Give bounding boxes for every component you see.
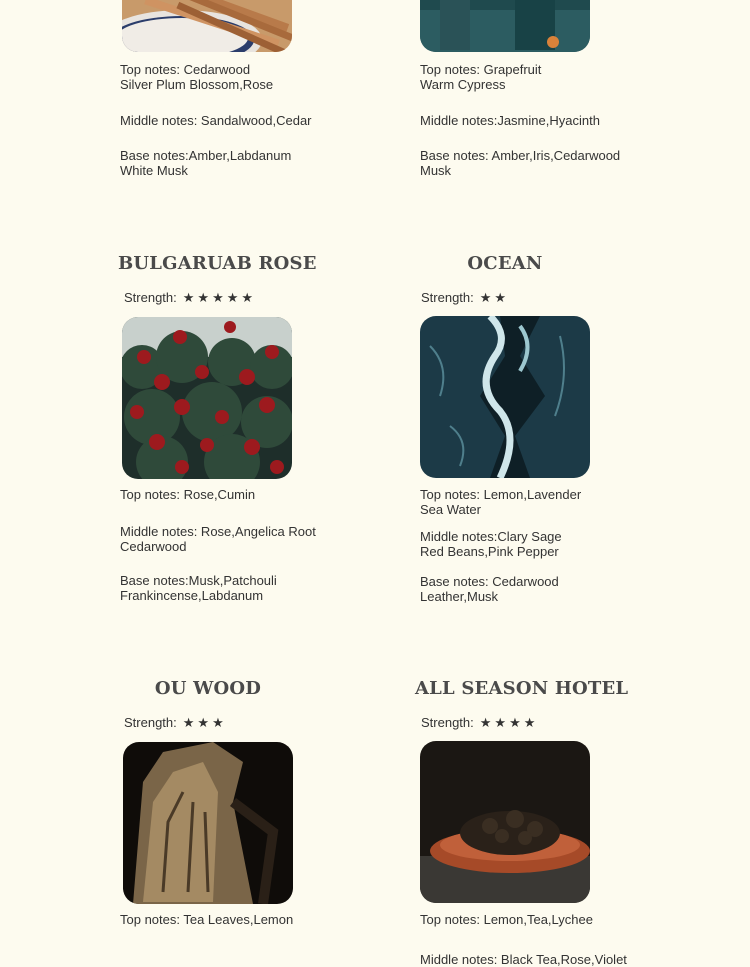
strength-label: Strength: (124, 715, 177, 730)
red-roses-photo (122, 317, 292, 479)
strength-rating (421, 715, 538, 731)
base-notes: Base notes: Amber,Iris,Cedarwood Musk (420, 148, 621, 178)
product-title: ALL SEASON HOTEL (415, 678, 629, 699)
ocean-waves-photo (420, 316, 590, 478)
product-title: OCEAN (467, 253, 543, 274)
top-notes: Top notes: Grapefruit Warm Cypress (420, 62, 542, 92)
top-notes: Top notes: Tea Leaves,Lemon (120, 912, 294, 927)
middle-notes: Middle notes:Jasmine,Hyacinth (420, 113, 600, 128)
product-title: BULGARUAB ROSE (118, 253, 317, 274)
base-notes: Base notes:Amber,Labdanum White Musk (120, 148, 292, 178)
star-rating-icons: ★★★★ (479, 715, 539, 730)
black-tea-bowl-photo (420, 741, 590, 903)
product-image-roses (122, 317, 292, 479)
middle-notes: Middle notes:Clary Sage Red Beans,Pink Pepper (420, 529, 562, 559)
base-notes: Base notes:Musk,Patchouli Frankincense,Labdanum (120, 573, 277, 603)
strength-rating (124, 715, 227, 731)
strength-label: Strength: (124, 290, 177, 305)
star-rating-icons: ★★ (479, 290, 510, 305)
top-notes: Top notes: Cedarwood Silver Plum Blossom,Rose (120, 62, 274, 92)
product-image-agarwood (123, 742, 293, 904)
middle-notes: Middle notes: Rose,Angelica Root Cedarwood (120, 524, 316, 554)
product-title: OU WOOD (154, 678, 262, 699)
middle-notes: Middle notes: Black Tea,Rose,Violet (420, 952, 627, 967)
green-bottle-photo (420, 0, 590, 52)
strength-rating (124, 290, 256, 306)
star-rating-icons: ★★★★★ (182, 290, 257, 305)
base-notes: Base notes: Cedarwood Leather,Musk (420, 574, 559, 604)
agarwood-photo (123, 742, 293, 904)
strength-label: Strength: (421, 715, 474, 730)
star-rating-icons: ★★★ (182, 715, 227, 730)
product-image-bottle (420, 0, 590, 52)
product-image-ocean (420, 316, 590, 478)
cedarwood-sticks-photo (122, 0, 292, 52)
middle-notes: Middle notes: Sandalwood,Cedar (120, 113, 312, 128)
strength-label: Strength: (421, 290, 474, 305)
strength-rating (421, 290, 509, 306)
top-notes: Top notes: Lemon,Tea,Lychee (420, 912, 593, 927)
top-notes: Top notes: Rose,Cumin (120, 487, 256, 502)
top-notes: Top notes: Lemon,Lavender Sea Water (420, 487, 582, 517)
product-image-tea (420, 741, 590, 903)
product-image-cedarwood (122, 0, 292, 52)
